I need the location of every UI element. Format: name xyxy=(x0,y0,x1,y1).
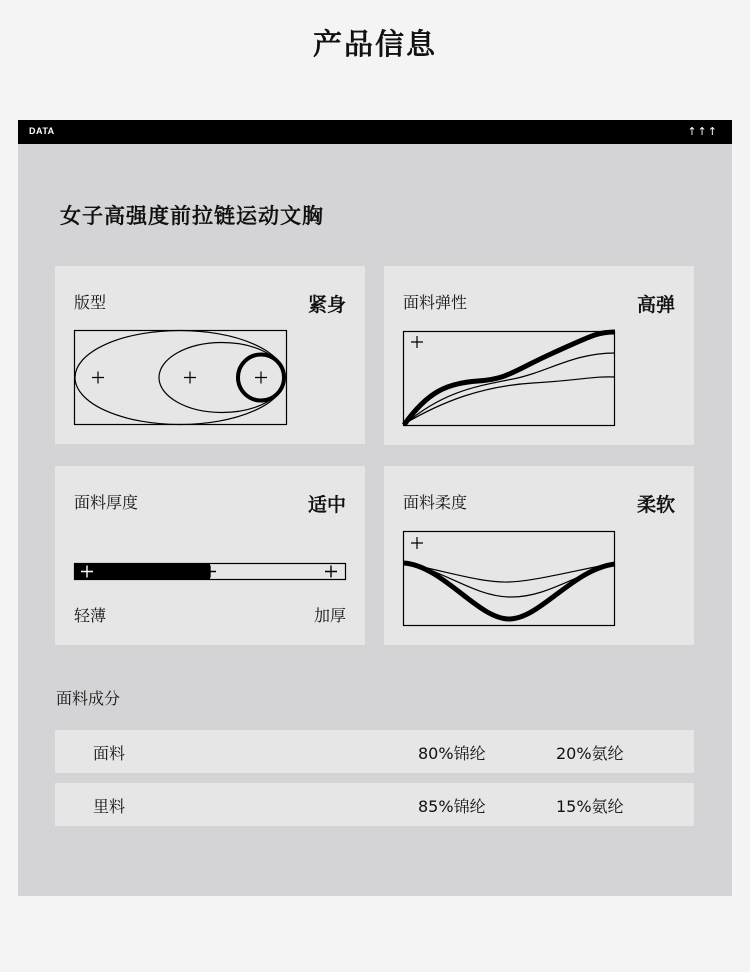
fit-value: 紧身 xyxy=(307,294,346,316)
thickness-high-label: 加厚 xyxy=(313,606,346,625)
product-title: 女子高强度前拉链运动文胸 xyxy=(60,204,324,228)
data-bar xyxy=(18,120,732,144)
thickness-label: 面料厚度 xyxy=(74,493,139,512)
composition-row-shell xyxy=(55,730,694,773)
thickness-level-fill xyxy=(74,563,210,580)
page-heading: 产品信息 xyxy=(312,27,437,61)
thickness-value: 适中 xyxy=(307,494,346,516)
softness-card xyxy=(384,466,694,645)
softness-label: 面料柔度 xyxy=(403,493,468,512)
data-label: DATA xyxy=(29,126,55,136)
fit-diagram-icon xyxy=(74,330,288,426)
composition-row-name: 里料 xyxy=(93,797,126,816)
composition-row-value1: 85%锦纶 xyxy=(418,797,486,816)
elasticity-curve-icon xyxy=(403,331,616,427)
composition-row-value2: 15%氨纶 xyxy=(556,797,624,816)
composition-row-value2: 20%氨纶 xyxy=(556,744,624,763)
composition-row-name: 面料 xyxy=(93,744,126,763)
thickness-card xyxy=(55,466,365,645)
softness-curve-icon xyxy=(403,531,616,627)
composition-row-lining xyxy=(55,783,694,826)
softness-value: 柔软 xyxy=(636,494,675,516)
elasticity-card xyxy=(384,266,694,445)
fit-label: 版型 xyxy=(74,293,107,312)
fit-card xyxy=(55,266,365,444)
composition-title: 面料成分 xyxy=(56,689,121,708)
up-arrows-icon: ↑↑↑ xyxy=(687,125,718,138)
elasticity-label: 面料弹性 xyxy=(403,293,468,312)
thickness-scale-bar xyxy=(74,563,346,580)
elasticity-value: 高弹 xyxy=(636,294,675,316)
composition-row-value1: 80%锦纶 xyxy=(418,744,486,763)
thickness-low-label: 轻薄 xyxy=(74,606,107,625)
product-info-panel xyxy=(18,144,732,896)
